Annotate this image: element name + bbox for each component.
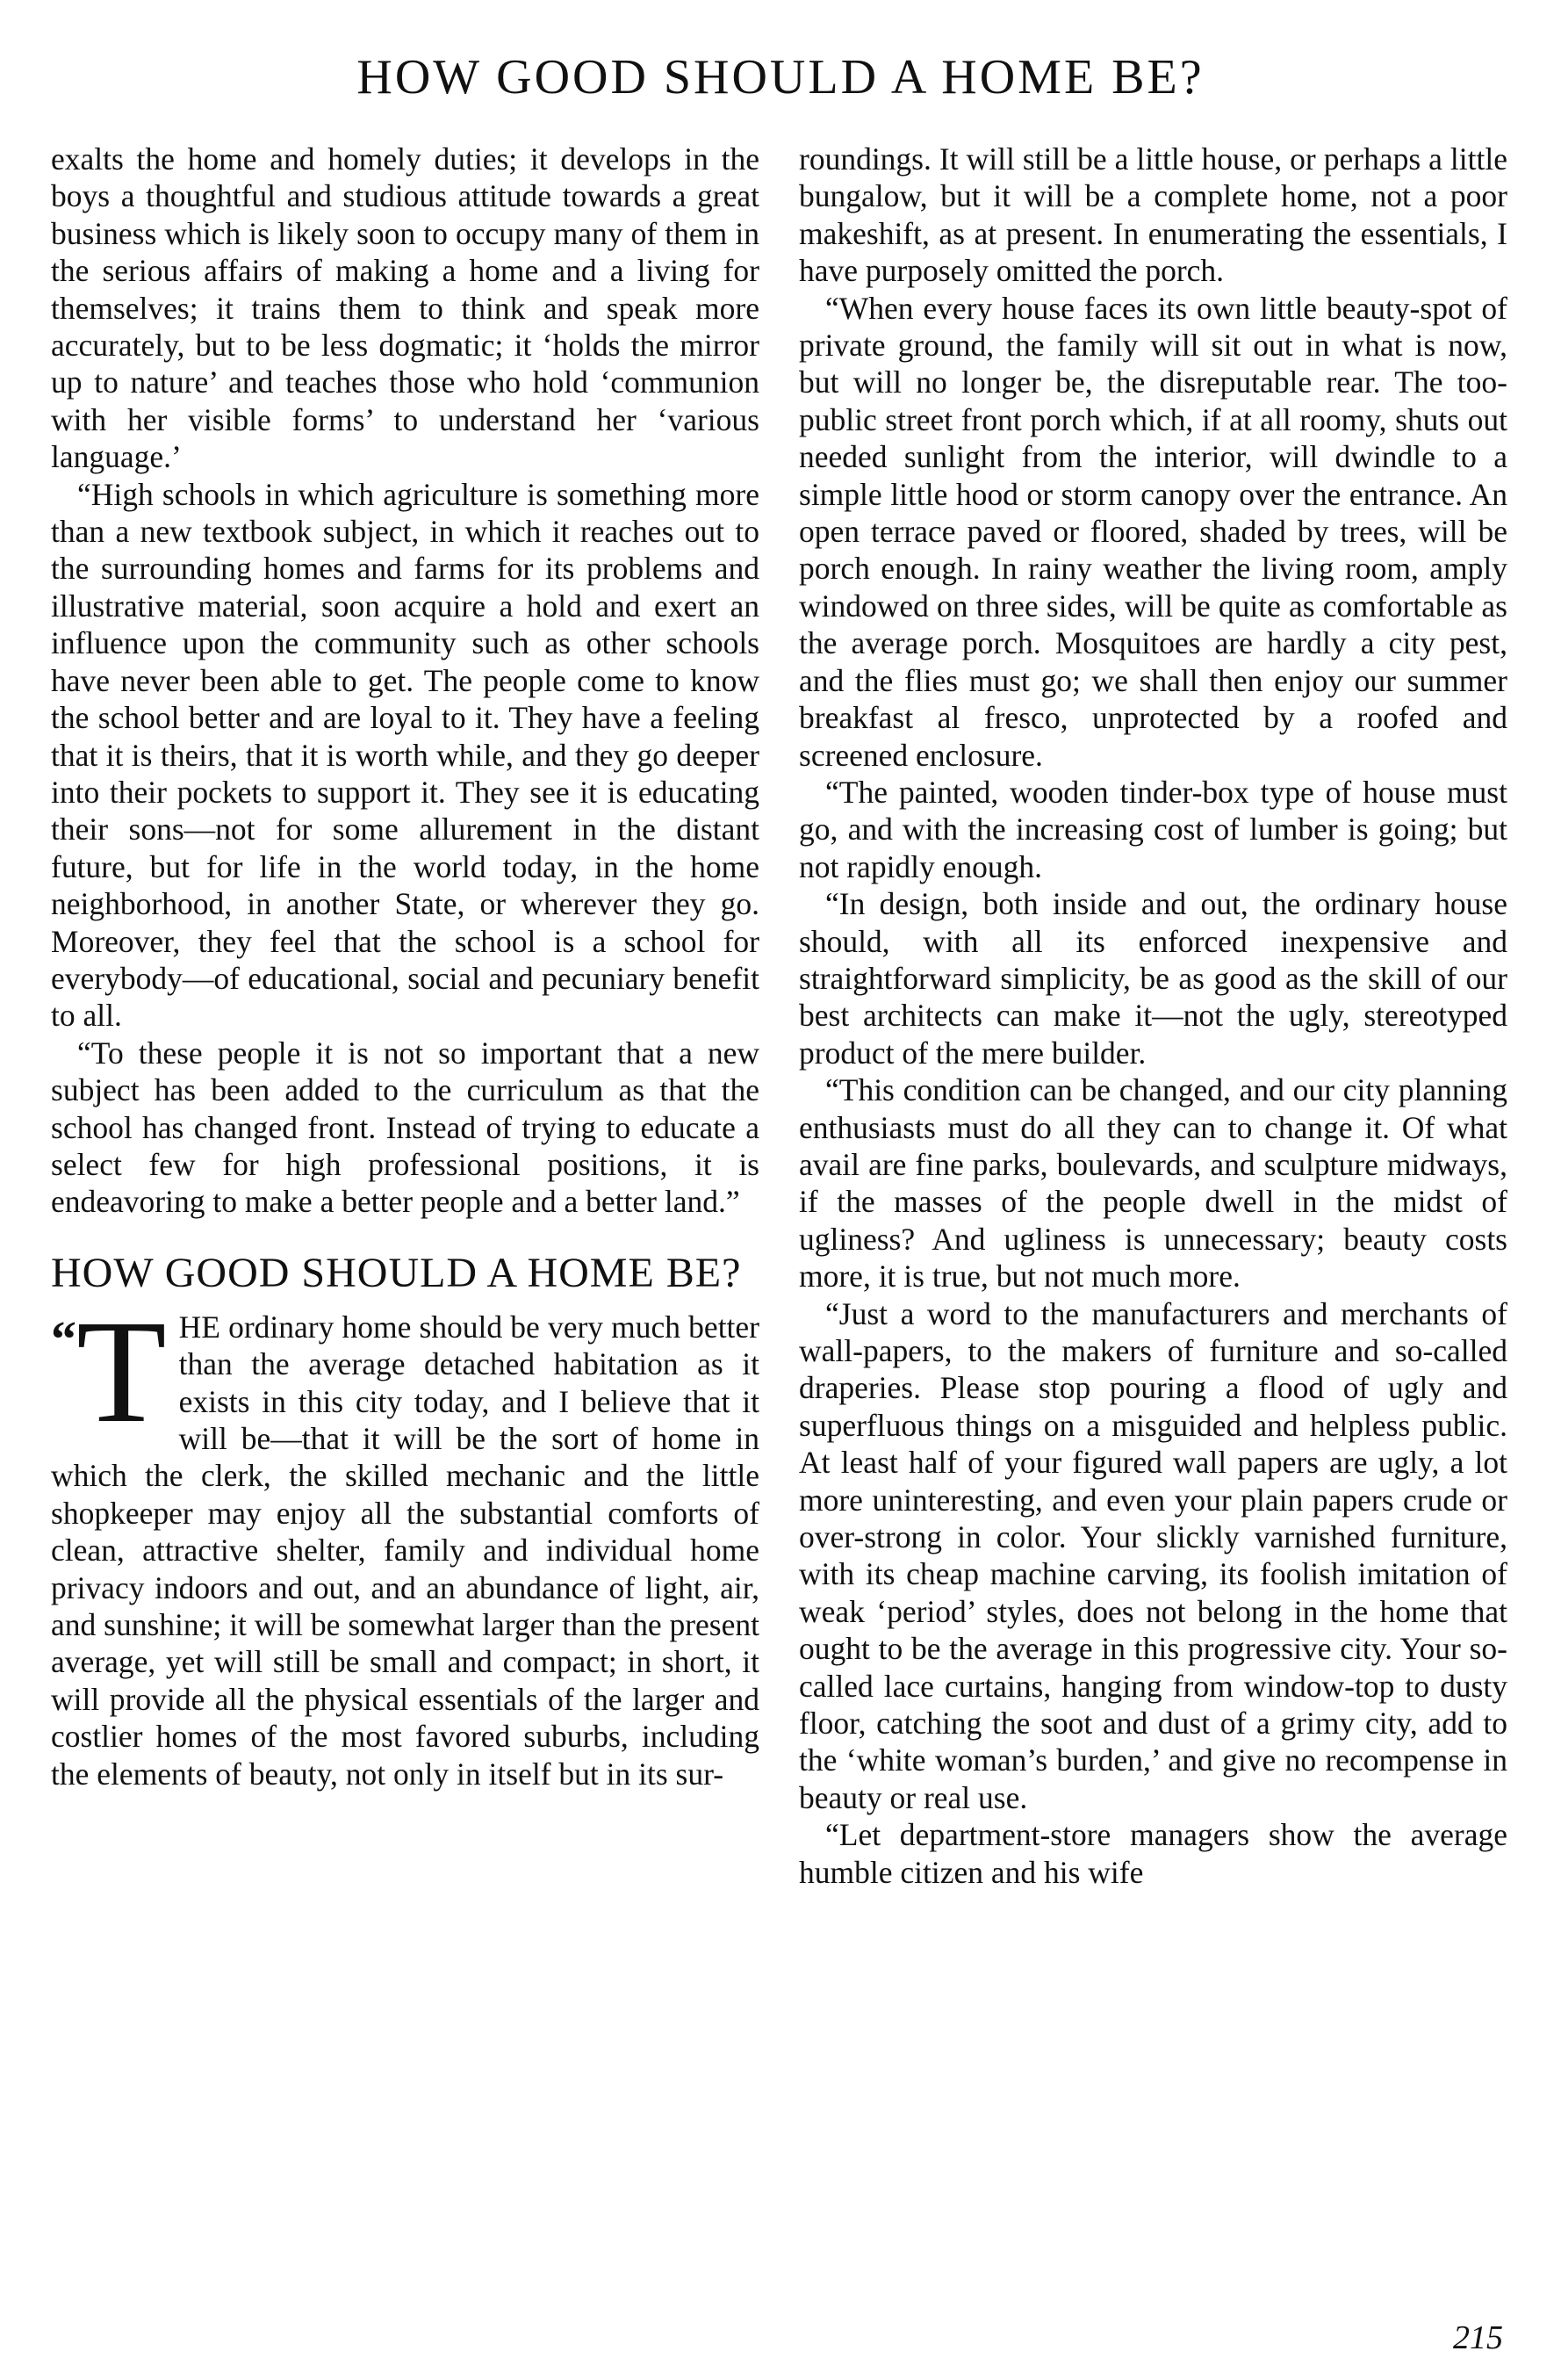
dropcap-quote: “ [51,1309,76,1367]
paragraph: “The painted, wooden tinder-box type of house must go, and with the increasing cost of lumber is going; but not rapidly enough. [799,774,1507,884]
paragraph: “To these people it is not so important that a new subject has been added to the curriculum as that the school has changed front. Instead of trying to educate a select few for high professional positions, it is endeavoring to make a better people and a better land.” [51,1035,759,1220]
running-head: HOW GOOD SHOULD A HOME BE? [356,50,1205,105]
paragraph: exalts the home and homely duties; it develops in the boys a thoughtful and studious attitude towards a great business which is likely soon to occupy many of them in the serious affairs of making a home and a living for themselves; it trains them to think and speak more accurately, but to be less dogmatic; it ‘holds the mirror up to nature’ and teaches those who hold ‘communion with her visible forms’ to understand her ‘various language.’ [51,141,759,475]
right-column [799,141,1507,1891]
paragraph: “When every house faces its own little beauty-spot of private ground, the family will sit out in what is now, but will no longer be, the disreputable rear. The too-public street front porch which, if at all roomy, shuts out needed sunlight from the interior, will dwindle to a simple little hood or storm canopy over the entrance. An open terrace paved or floored, shaded by trees, will be porch enough. In rainy weather the living room, amply windowed on three sides, will be quite as comfortable as the average porch. Mosquitoes are hardly a city pest, and the flies must go; we shall then enjoy our summer breakfast al fresco, unprotected by a roofed and screened enclosure. [799,290,1507,773]
left-column [51,141,759,1792]
paragraph: “High schools in which agriculture is something more than a new textbook subject, in which it reaches out to the surrounding homes and farms for its problems and illustrative material, soon acquire a hold and exert an influence upon the community such as other schools have never been able to get. The people come to know the school better and are loyal to it. They have a feeling that it is theirs, that it is worth while, and they go deeper into their pockets to support it. They see it is educating their sons—not for some allurement in the distant future, but for life in the world today, in the home neighborhood, in another State, or wherever they go. Moreover, they feel that the school is a school for everybody—of educational, social and pecuniary benefit to all. [51,476,759,1034]
section-paragraph: HE ordinary home should be very much better than the average detached habitation as it exists in this city today, and I believe that it will be—that it will be the sort of home in which the clerk, the skilled mechanic and the little shopkeeper may enjoy all the substantial comforts of clean, attractive shelter, family and individual home privacy indoors and out, and an abundance of light, air, and sunshine; it will be somewhat larger than the present average, yet will still be small and compact; in short, it will provide all the physical essentials of the larger and costlier homes of the most favored suburbs, including the elements of beauty, not only in itself but in its sur- [51,1309,759,1792]
section-opening [51,1289,759,1792]
paragraph: “In design, both inside and out, the ordinary house should, with all its enforced inexpensive and straightforward simplicity, be as good as the skill of our best architects can make it—not the ugly, stereotyped product of the mere builder. [799,886,1507,1071]
paragraph: “Just a word to the manufacturers and merchants of wall-papers, to the makers of furniture and so-called draperies. Please stop pouring a flood of ugly and superfluous things on a misguided and helpless public. At least half of your figured wall papers are ugly, a lot more uninteresting, and even your plain papers crude or over-strong in color. Your slickly varnished furniture, with its cheap machine carving, its foolish imitation of weak ‘period’ styles, does not belong in the home that ought to be the average in this progressive city. Your so-called lace curtains, hanging from window-top to dusty floor, catching the soot and dust of a grimy city, add to the ‘white woman’s burden,’ and give no recompense in beauty or real use. [799,1295,1507,1815]
page-number: 215 [1453,2319,1503,2356]
dropcap-letter: T [76,1289,167,1453]
section-heading: HOW GOOD SHOULD A HOME BE? [51,1249,742,1296]
paragraph: roundings. It will still be a little house, or perhaps a little bungalow, but it will be a complete home, not a poor makeshift, as at present. In enumerating the essentials, I have purposely omitted the porch. [799,141,1507,289]
paragraph: “Let department-store managers show the average humble citizen and his wife [799,1817,1507,1890]
paragraph: “This condition can be changed, and our city planning enthusiasts must do all they can to change it. Of what avail are fine parks, boulevards, and sculpture midways, if the masses of the people dwell in the midst of ugliness? And ugliness is unnecessary; beauty costs more, it is true, but not much more. [799,1072,1507,1295]
